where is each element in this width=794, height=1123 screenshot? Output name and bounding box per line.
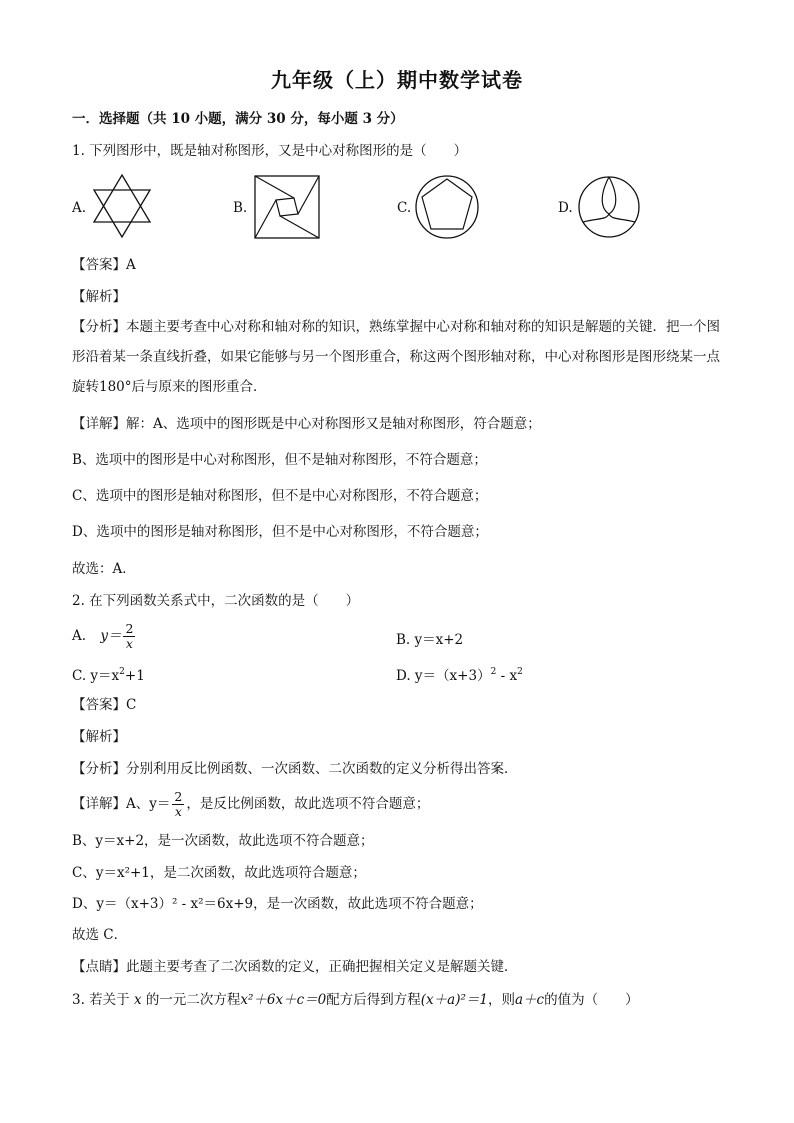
q3-text-1: 3. 若关于 — [72, 992, 130, 1008]
page-title: 九年级（上）期中数学试卷 — [271, 68, 523, 92]
fraction-numerator: 2 — [125, 621, 134, 636]
q2-option-d-mid: - x — [496, 668, 518, 684]
q2-option-d — [396, 664, 523, 684]
q1-detail-line-2: B、选项中的图形是中心对称图形，但不是轴对称图形，不符合题意； — [72, 452, 487, 468]
q2-answer: 【答案】C — [72, 697, 137, 713]
q2-option-d-text: D. y＝（x+3） — [396, 668, 491, 684]
q1-option-a-label: A. — [72, 200, 87, 216]
q2-analysis: 【分析】分别利用反比例函数、一次函数、二次函数的定义分析得出答案． — [72, 761, 518, 777]
q3-text-3: 配方后得到方程 — [326, 992, 421, 1008]
circle-three-arcs-figure — [576, 174, 642, 240]
q2-option-a-lhs: y＝ — [100, 628, 122, 644]
fraction-denominator: x — [125, 636, 133, 651]
q2-stem: 2. 在下列函数关系式中，二次函数的是（ ） — [72, 593, 360, 609]
exponent: 2 — [490, 667, 497, 677]
q3-text-2: 的一元二次方程 — [145, 992, 241, 1008]
q1-detail-line-3: C、选项中的图形是轴对称图形，但不是中心对称图形，不符合题意； — [72, 488, 488, 504]
q1-stem: 1. 下列图形中，既是轴对称图形，又是中心对称图形的是（ ） — [72, 143, 468, 159]
pinwheel-square-figure — [252, 174, 322, 240]
exponent: 2 — [119, 667, 125, 677]
fraction-numerator: 2 — [174, 789, 183, 804]
q2-option-c — [72, 664, 145, 684]
q1-option-b-label: B. — [233, 200, 248, 216]
q2-detail-line-3: C、y＝x²+1，是二次函数，故此选项符合题意； — [72, 865, 366, 881]
q3-stem — [72, 991, 732, 1009]
q3-expression: a＋c — [514, 992, 545, 1008]
q2-option-a-fraction — [123, 622, 135, 651]
q1-answer: 【答案】A — [72, 257, 136, 273]
q2-comment: 【点睛】此题主要考查了二次函数的定义，正确把握相关定义是解题关键． — [72, 959, 518, 975]
q1-detail-line-1: 【详解】解：A、选项中的图形既是中心对称图形又是轴对称图形，符合题意； — [72, 416, 541, 432]
q1-detail-line-4: D、选项中的图形是轴对称图形，但不是中心对称图形，不符合题意； — [72, 524, 488, 540]
q2-detail-a-text: 【详解】A、y＝ — [72, 796, 171, 812]
q3-text-4: ，则 — [487, 992, 515, 1008]
q3-variable: x — [133, 992, 142, 1008]
q2-option-a-label: A. — [72, 628, 87, 644]
q3-equation-1: x²＋6x＋c＝0 — [240, 992, 327, 1008]
q1-option-d-label: D. — [558, 200, 573, 216]
q1-analysis: 【分析】本题主要考查中心对称和轴对称的知识，熟练掌握中心对称和轴对称的知识是解题的关键．把一个图形沿着某一条直线折叠，如果它能够与另一个图形重合，称这两个图形轴对称，中心对称图形是图形绕某一点旋转180°后与原来的图形重合． — [72, 319, 720, 395]
q2-detail-fraction — [172, 790, 184, 819]
q2-detail-line-4: D、y＝（x+3）² - x²＝6x+9，是一次函数，故此选项不符合题意； — [72, 896, 483, 912]
q1-analysis-heading: 【解析】 — [72, 289, 126, 305]
q2-detail-a-tail: ，是反比例函数，故此选项不符合题意； — [186, 796, 430, 812]
q1-conclusion: 故选：A． — [72, 561, 136, 577]
section-heading: 一．选择题（共 10 小题，满分 30 分，每小题 3 分） — [72, 111, 404, 127]
q2-option-c-tail: +1 — [124, 668, 145, 684]
q3-text-5: 的值为（ ） — [544, 992, 639, 1008]
q3-equation-2: (x＋a)²＝1 — [420, 992, 488, 1008]
circle-pentagon-figure — [412, 172, 482, 242]
q2-detail-line-1 — [72, 790, 732, 819]
exponent: 2 — [517, 667, 523, 677]
q2-analysis-heading: 【解析】 — [72, 729, 126, 745]
q2-option-c-text: C. y＝x — [72, 668, 120, 684]
fraction-denominator: x — [174, 804, 182, 819]
hexagram-figure — [88, 172, 156, 240]
q2-option-b: B. y＝x+2 — [396, 632, 464, 648]
q2-conclusion: 故选 C． — [72, 927, 128, 943]
q2-option-a — [72, 622, 137, 651]
q1-option-c-label: C. — [397, 200, 412, 216]
q2-detail-line-2: B、y＝x+2，是一次函数，故此选项不符合题意； — [72, 833, 374, 849]
